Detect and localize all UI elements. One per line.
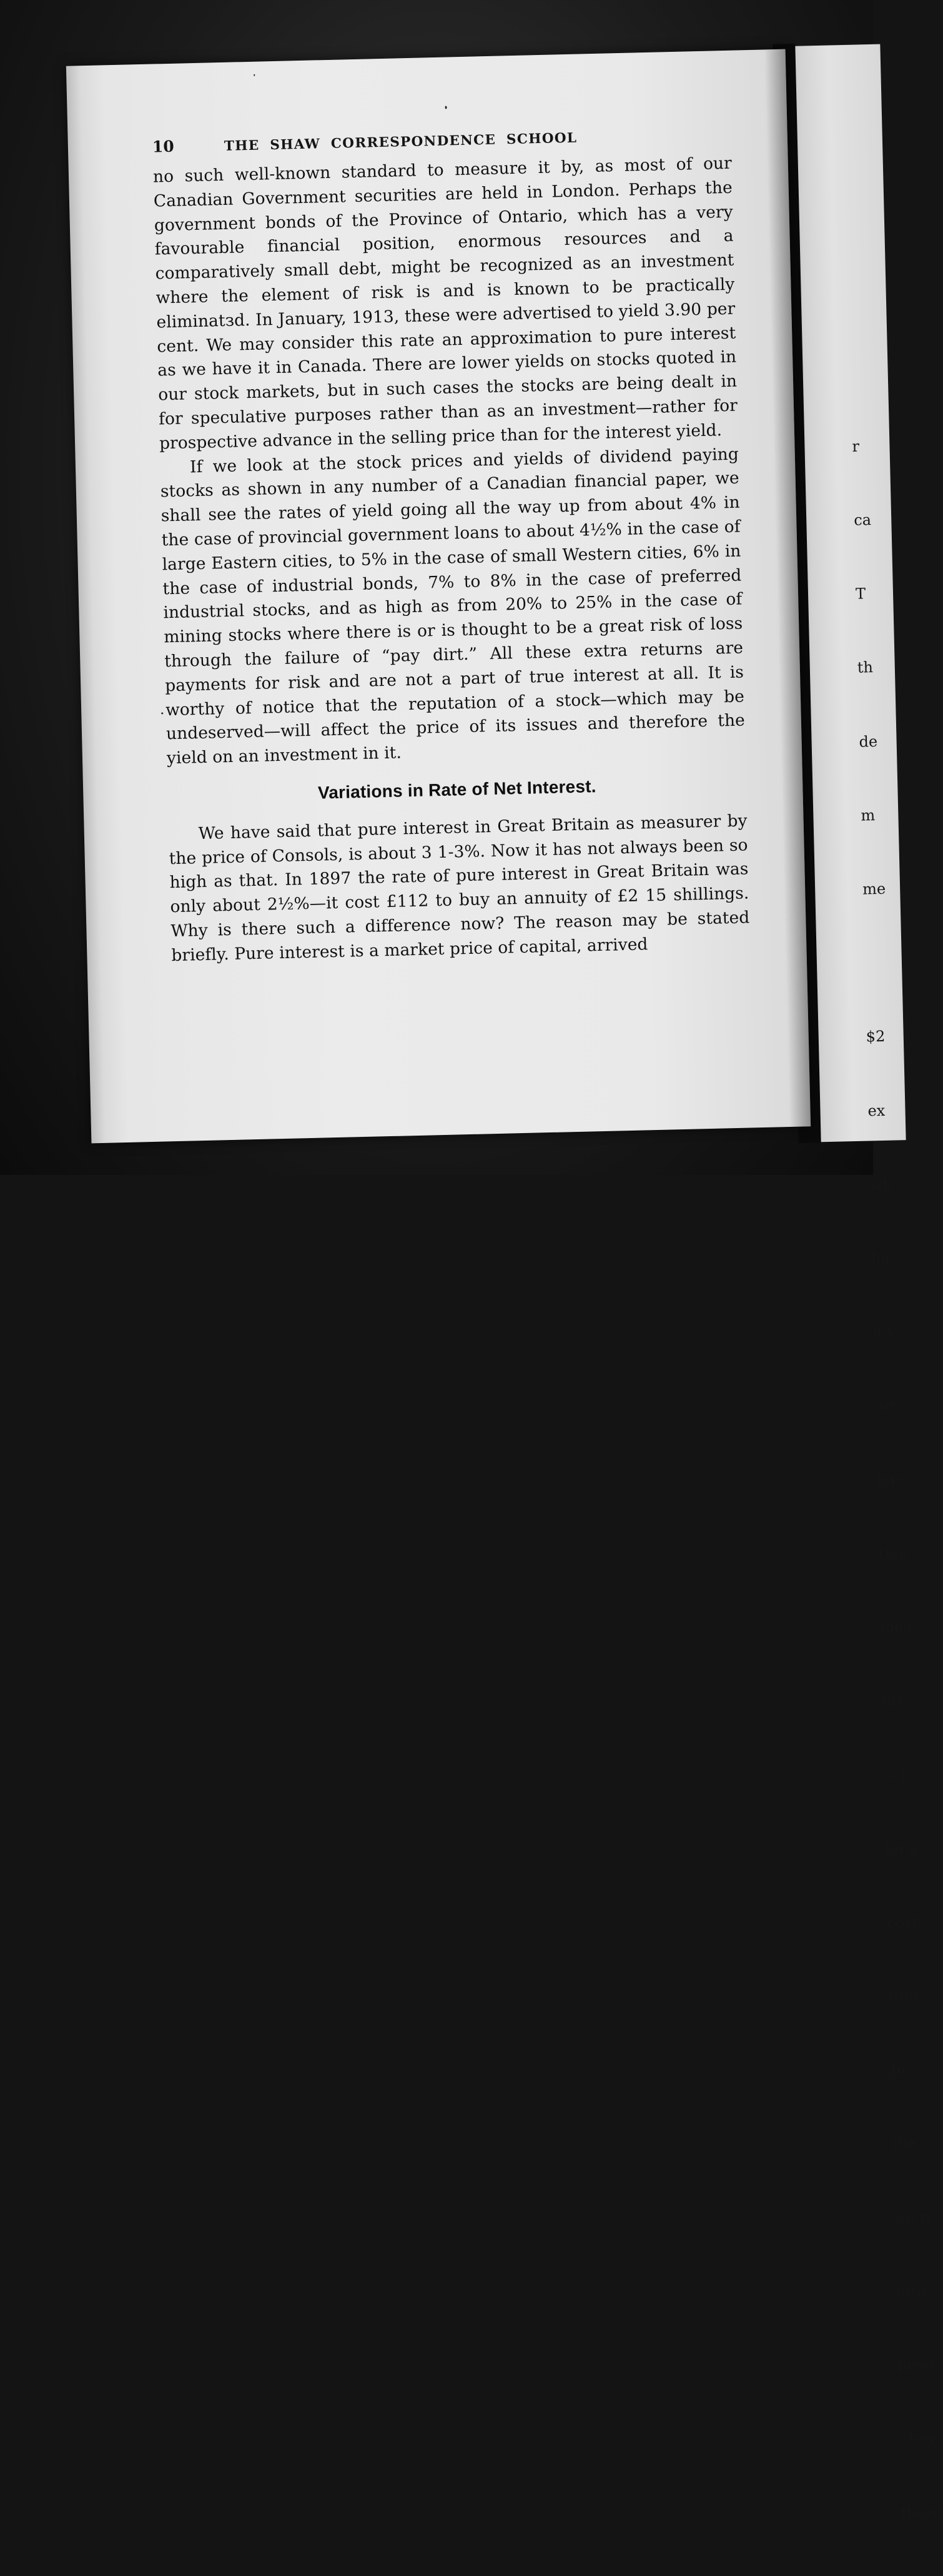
facing-line: futu <box>895 2282 927 2301</box>
facing-line: hin <box>874 1396 899 1415</box>
facing-line: cost <box>886 1913 919 1932</box>
facing-line: we p <box>893 2208 931 2227</box>
facing-line: Ju <box>890 2061 907 2079</box>
facing-line: T <box>855 585 866 603</box>
page-header <box>152 124 714 156</box>
page-number: 10 <box>152 137 175 156</box>
facing-line: a y <box>872 1322 896 1341</box>
facing-line: his <box>881 1692 904 1710</box>
facing-line: mea <box>879 1618 912 1637</box>
facing-line: ex <box>867 1101 886 1120</box>
facing-line: the <box>892 2134 917 2153</box>
body-paragraph: If we look at the stock prices and yields of dividend paying stocks as shown in any number of a Canadian financial paper, we shall see the rates of yield going all the way up from about 4% in the case of provincial government loans to about 4½% in the case of large Eastern cities, to 5% in the case of small Western cities, 6% in the case of industrial bonds, 7% to 8% in the case of preferred industrial stocks, and as high as from 20% to 25% in the case of mining stocks where there is or is thought to be a great risk of loss through the failure of “pay dirt.” All these extra returns are payments for risk and are not a part of true interest at all. It is worthy of notice that the reputation of a stock—which may be undeserved—will affect the price of its issues and therefore the yield on an investment in it. <box>160 444 746 768</box>
facing-line: r <box>852 437 860 455</box>
facing-line: th <box>857 658 874 677</box>
facing-line: is r <box>883 1765 909 1784</box>
page-body <box>153 152 751 968</box>
paper-speck <box>445 106 447 109</box>
facing-page-text <box>851 384 943 2575</box>
running-title: THE SHAW CORRESPONDENCE SCHOOL <box>224 130 578 154</box>
paper-speck <box>161 712 163 714</box>
facing-line: $2 <box>866 1028 886 1046</box>
paper-speck <box>254 74 255 76</box>
facing-line: hav <box>876 1470 904 1489</box>
facing-line: They <box>899 2429 937 2449</box>
facing-line: there <box>901 2503 942 2522</box>
facing-line: wh <box>869 1175 892 1194</box>
body-paragraph: no such well-known standard to measure it by, as most of our Canadian Government securities are held in London. Perhaps the government bonds of the Province of Ontario, which has a very favourable financial position, enormous resources and a comparatively small debt, might be recognized as an investment where the element of risk is and is known to be practically eliminatзd. In January, 1913, these were advertised to yield 3.90 per cent. We may consider this rate an approximation to pure interest as we have it in Canada. There are lower yields on stocks quoted in our stock markets, but in such cases the stocks are being dealt in for speculative purposes rather than as an investment—rather for prospective advance in the selling price than for the interest yield. <box>152 153 738 453</box>
section-heading: Variations in Rate of Net Interest. <box>317 776 596 803</box>
facing-line: tion <box>888 1987 919 2006</box>
body-paragraph: We have said that pure interest in Great Britain as measurer by the price of Consols, is about 3 1-3%. Now it has not always been so high as that. In 1897 the rate of pure interest in Great Britain was only about 2½%—it cost £112 to buy an annuity of £2 15 shillings. Why is there such a difference now? The reason may be stated briefly. Pure interest is a market price of capital, arrived <box>169 811 750 965</box>
book-page <box>66 49 811 1144</box>
facing-line <box>864 950 906 976</box>
facing-line: ca <box>853 511 872 529</box>
facing-line: ha <box>871 1249 891 1267</box>
facing-line: be a <box>885 1839 918 1858</box>
facing-line: tion <box>877 1544 908 1563</box>
facing-line: need <box>897 2356 935 2375</box>
facing-line: m <box>861 806 876 825</box>
facing-line: me <box>862 879 886 898</box>
facing-line: de <box>859 732 878 751</box>
